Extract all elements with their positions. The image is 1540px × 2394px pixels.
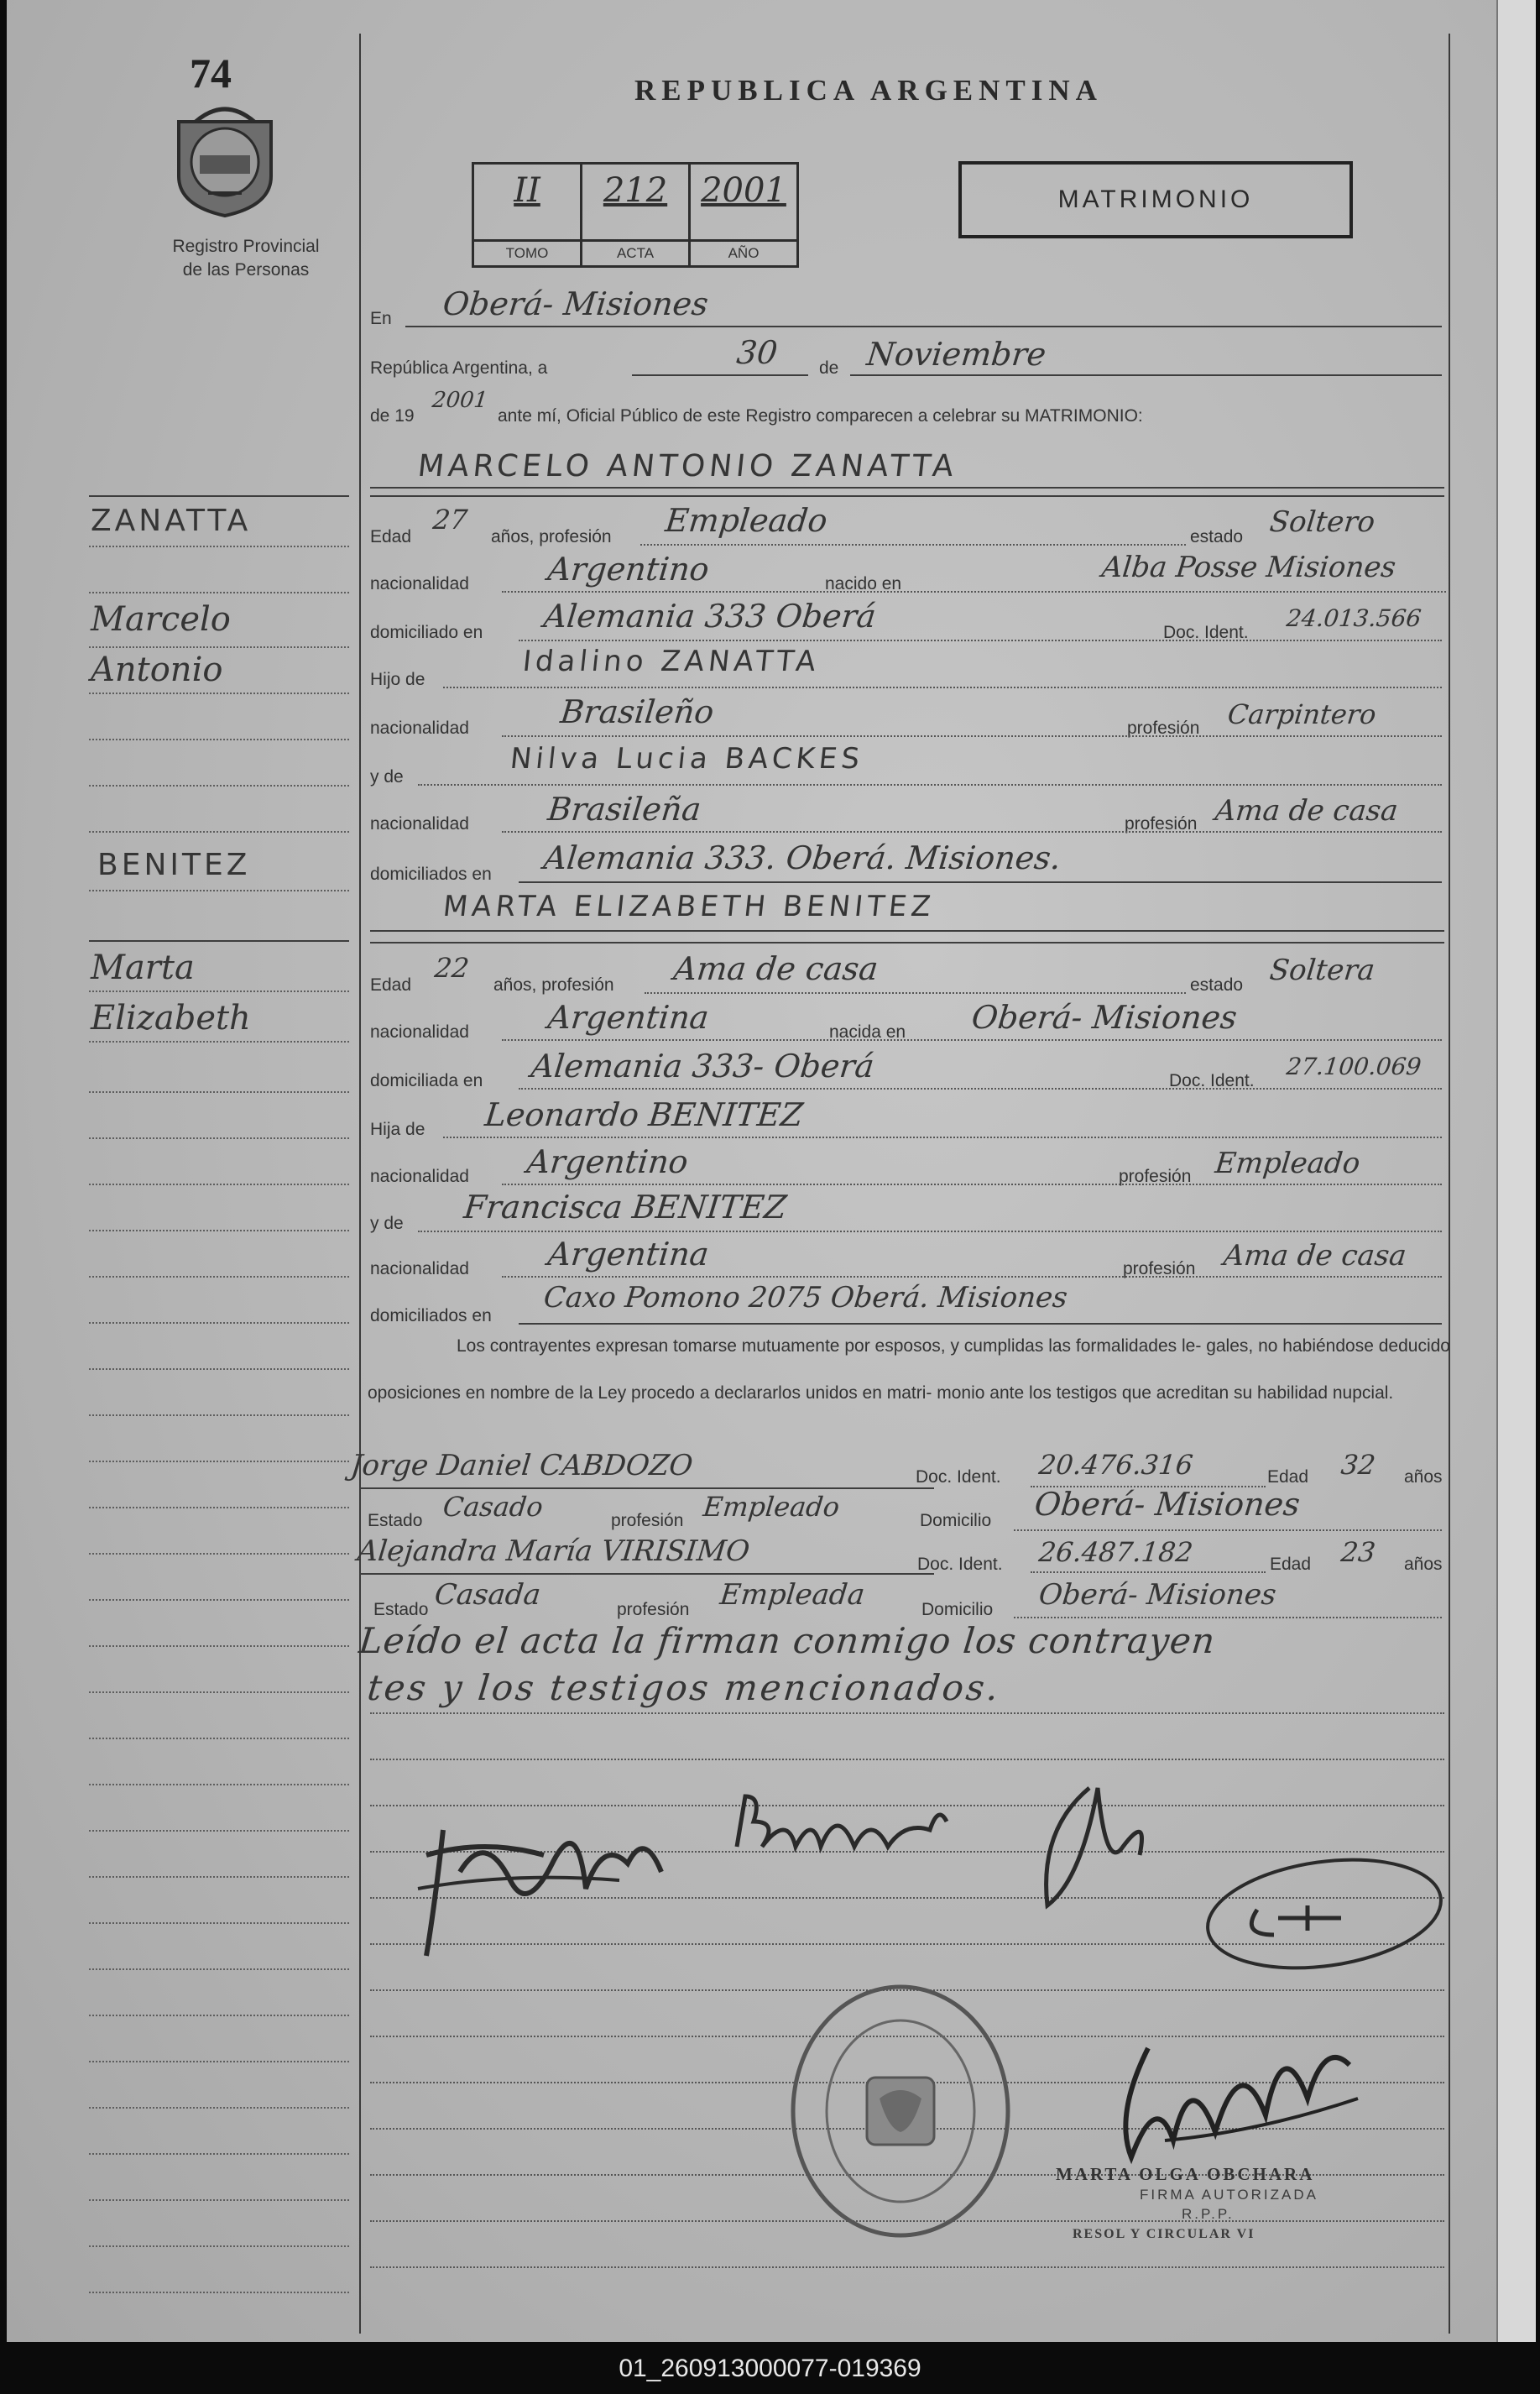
witness2-name: Alejandra María VIRISIMO <box>355 1534 752 1568</box>
rule <box>405 326 1442 327</box>
anio-cell <box>691 165 796 265</box>
margin-rule <box>89 2245 349 2247</box>
rule <box>359 1487 934 1489</box>
witness2-age: 23 <box>1339 1536 1377 1568</box>
label-bride-father-prof: profesión <box>1119 1167 1192 1186</box>
rule <box>1031 1571 1266 1573</box>
bride-age: 22 <box>433 952 471 984</box>
bride-full-name: MARTA ELIZABETH BENITEZ <box>441 890 937 923</box>
label-de: de <box>819 358 839 378</box>
rule <box>519 881 1442 883</box>
label-republica: República Argentina, a <box>370 358 548 378</box>
bride-mother-profession: Ama de casa <box>1221 1239 1408 1273</box>
margin-rule <box>89 1784 349 1785</box>
bride-father-profession: Empleado <box>1213 1147 1362 1180</box>
label-bride-doc: Doc. Ident. <box>1169 1071 1255 1090</box>
rule <box>519 1088 1442 1090</box>
groom-civil-status: Soltero <box>1267 505 1377 539</box>
place-value: Oberá- Misiones <box>441 285 711 322</box>
register-page <box>7 0 1532 2342</box>
margin-rule <box>89 739 349 740</box>
label-witness1-doc: Doc. Ident. <box>916 1467 1001 1487</box>
margin-rule <box>89 495 349 497</box>
page-edge <box>1496 0 1536 2342</box>
margin-groom-given-1: Marcelo <box>91 600 231 639</box>
declaration-line3: monio ante los testigos que acreditan su habilidad nupcial. <box>937 1383 1394 1403</box>
tomo-cell <box>474 165 582 265</box>
witness1-signature <box>1031 1763 1165 1922</box>
groom-signature <box>410 1780 678 1964</box>
margin-rule <box>89 785 349 787</box>
tomo-acta-anio-box <box>472 162 799 268</box>
rule <box>370 930 1444 932</box>
margin-groom-given-2: Antonio <box>91 651 223 689</box>
rule <box>370 1712 1444 1714</box>
rule <box>502 591 1446 593</box>
witness1-domicile: Oberá- Misiones <box>1032 1486 1302 1523</box>
margin-rule <box>89 1368 349 1370</box>
margin-bride-surname: BENITEZ <box>97 848 251 882</box>
witness1-name: Jorge Daniel CABDOZO <box>348 1449 695 1482</box>
rule <box>370 942 1444 943</box>
rule <box>640 544 1186 546</box>
ante-text: ante mí, Oficial Público de este Registro comparecen a celebrar su MATRIMONIO: <box>498 406 1143 426</box>
margin-rule <box>89 1184 349 1185</box>
declaration-line1: Los contrayentes expresan tomarse mutuamente por esposos, y cumplidas las formalidades le- <box>457 1336 1202 1356</box>
rule <box>502 1039 1442 1041</box>
label-bride-mother-nat: nacionalidad <box>370 1259 469 1278</box>
registry-name-line2: de las Personas <box>182 260 310 280</box>
label-groom-father-nat: nacionalidad <box>370 719 469 738</box>
bride-signature <box>728 1788 955 1863</box>
label-groom-nacionalidad: nacionalidad <box>370 574 469 593</box>
groom-doc-number: 24.013.566 <box>1285 604 1423 632</box>
groom-father-name: Idalino ZANATTA <box>520 645 822 678</box>
rule <box>1014 1529 1442 1531</box>
label-groom-estado: estado <box>1190 527 1244 546</box>
label-groom-hijo: Hijo de <box>370 670 425 689</box>
margin-rule <box>89 2061 349 2062</box>
margin-rule <box>89 831 349 833</box>
label-witness1-anos: años <box>1404 1467 1443 1487</box>
margin-divider <box>359 34 361 2334</box>
label-bride-edad: Edad <box>370 975 412 995</box>
official-signature <box>1098 2015 1366 2174</box>
margin-rule <box>89 1507 349 1508</box>
label-witness2-profesion: profesión <box>617 1600 690 1619</box>
label-groom-anos-profesion: años, profesión <box>491 527 612 546</box>
groom-father-nationality: Brasileño <box>558 693 716 730</box>
acta-label: ACTA <box>582 239 688 265</box>
groom-birthplace: Alba Posse Misiones <box>1099 551 1398 584</box>
groom-profession: Empleado <box>663 502 829 539</box>
label-groom-nacido: nacido en <box>825 574 902 593</box>
margin-rule <box>89 1645 349 1647</box>
rule <box>443 687 1442 688</box>
margin-rule <box>89 1414 349 1416</box>
label-bride-nacida: nacida en <box>829 1022 906 1042</box>
margin-rule <box>89 991 349 992</box>
margin-rule <box>89 1738 349 1739</box>
official-name: MARTA OLGA OBCHARA <box>1056 2164 1315 2184</box>
month-value: Noviembre <box>864 336 1048 373</box>
margin-bride-given-1: Marta <box>91 949 195 987</box>
rule <box>370 2266 1444 2268</box>
groom-full-name: MARCELO ANTONIO ZANATTA <box>415 449 959 484</box>
witness1-profession: Empleado <box>702 1491 842 1523</box>
scan-filename: 01_260913000077-019369 <box>619 2355 921 2382</box>
margin-rule <box>89 2292 349 2293</box>
label-groom-domicilio: domiciliado en <box>370 623 483 642</box>
margin-rule <box>89 1830 349 1832</box>
year-value: 2001 <box>431 388 489 413</box>
label-groom-father-prof: profesión <box>1127 719 1200 738</box>
tomo-value: II <box>514 171 540 210</box>
label-bride-yde: y de <box>370 1214 404 1233</box>
label-bride-hija: Hija de <box>370 1120 425 1139</box>
margin-rule <box>89 1091 349 1093</box>
label-witness1-profesion: profesión <box>611 1511 684 1530</box>
margin-rule <box>89 2199 349 2201</box>
margin-groom-surname: ZANATTA <box>91 504 252 538</box>
acta-cell <box>582 165 691 265</box>
registry-name <box>107 235 384 282</box>
label-witness2-doc: Doc. Ident. <box>917 1555 1003 1574</box>
rule <box>850 374 1442 376</box>
margin-rule <box>89 1137 349 1139</box>
witness2-profession: Empleada <box>718 1578 867 1612</box>
bride-birthplace: Oberá- Misiones <box>969 999 1240 1036</box>
margin-rule <box>89 1968 349 1970</box>
provincial-emblem-icon <box>170 97 279 218</box>
margin-rule <box>89 1276 349 1278</box>
margin-rule <box>89 693 349 694</box>
label-groom-parents-dom: domiciliados en <box>370 865 492 884</box>
rule <box>632 374 808 376</box>
margin-rule <box>89 1876 349 1878</box>
label-bride-parents-dom: domiciliados en <box>370 1306 492 1325</box>
anio-label: AÑO <box>691 239 796 265</box>
bride-parents-address: Caxo Pomono 2075 Oberá. Misiones <box>541 1281 1069 1315</box>
label-witness2-edad: Edad <box>1270 1555 1312 1574</box>
bride-doc-number: 27.100.069 <box>1285 1053 1423 1080</box>
rule <box>370 487 1444 489</box>
label-groom-doc: Doc. Ident. <box>1163 623 1249 642</box>
margin-rule <box>89 2015 349 2016</box>
witness1-doc-number: 20.476.316 <box>1037 1449 1195 1481</box>
label-witness1-edad: Edad <box>1267 1467 1309 1487</box>
label-en: En <box>370 309 392 328</box>
margin-rule <box>89 2107 349 2109</box>
margin-rule <box>89 1461 349 1462</box>
label-witness2-domicilio: Domicilio <box>921 1600 994 1619</box>
margin-rule <box>89 2153 349 2155</box>
rule <box>519 640 1442 641</box>
margin-rule <box>89 592 349 593</box>
label-witness2-anos: años <box>1404 1555 1443 1574</box>
label-bride-mother-prof: profesión <box>1123 1259 1196 1278</box>
registry-seal-stamp <box>787 1981 1014 2241</box>
groom-father-profession: Carpintero <box>1226 698 1378 730</box>
rule <box>1014 1617 1442 1618</box>
bride-father-name: Leonardo BENITEZ <box>483 1096 805 1133</box>
witness2-civil-status: Casada <box>432 1578 543 1612</box>
bride-profession: Ama de casa <box>671 950 880 987</box>
label-bride-anos-profesion: años, profesión <box>493 975 614 995</box>
margin-rule <box>89 940 349 942</box>
declaration-text <box>368 1323 1450 1417</box>
label-groom-mother-nat: nacionalidad <box>370 814 469 834</box>
acta-value: 212 <box>603 171 668 210</box>
groom-address: Alemania 333 Oberá <box>541 598 878 635</box>
groom-parents-address: Alemania 333. Oberá. Misiones. <box>541 839 1063 876</box>
rule <box>418 784 1442 786</box>
rule <box>502 735 1442 737</box>
bride-mother-name: Francisca BENITEZ <box>462 1189 789 1226</box>
bride-mother-nationality: Argentina <box>546 1236 711 1273</box>
country-heading: REPUBLICA ARGENTINA <box>634 74 1103 107</box>
label-witness1-domicilio: Domicilio <box>920 1511 992 1530</box>
margin-rule <box>89 1322 349 1324</box>
margin-rule <box>89 890 349 891</box>
label-groom-mother-prof: profesión <box>1125 814 1198 834</box>
rule <box>370 495 1444 497</box>
right-border <box>1449 34 1450 2334</box>
margin-rule <box>89 1691 349 1693</box>
label-bride-father-nat: nacionalidad <box>370 1167 469 1186</box>
bride-address: Alemania 333- Oberá <box>529 1048 876 1085</box>
groom-mother-name: Nilva Lucia BACKES <box>508 742 865 776</box>
label-witness1-estado: Estado <box>368 1511 423 1530</box>
margin-rule <box>89 1041 349 1043</box>
official-role: FIRMA AUTORIZADA <box>1140 2187 1318 2203</box>
label-groom-edad: Edad <box>370 527 412 546</box>
label-year-prefix: de 19 <box>370 406 415 426</box>
registry-name-line1: Registro Provincial <box>172 237 320 256</box>
witness2-signature <box>1198 1851 1450 1977</box>
rule <box>502 831 1442 833</box>
rule <box>418 1231 1442 1232</box>
margin-rule <box>89 1230 349 1231</box>
page-number: 74 <box>190 50 232 97</box>
document-type-box: MATRIMONIO <box>958 161 1353 238</box>
rule <box>502 1184 1442 1185</box>
margin-rule <box>89 1599 349 1601</box>
groom-mother-nationality: Brasileña <box>546 791 703 828</box>
day-value: 30 <box>734 334 780 371</box>
margin-rule <box>89 546 349 547</box>
official-registry: R.P.P. <box>1182 2206 1235 2222</box>
official-resolution: RESOL Y CIRCULAR VI <box>1073 2227 1255 2241</box>
label-bride-domicilio: domiciliada en <box>370 1071 483 1090</box>
closing-line1: Leído el acta la firman conmigo los contrayen <box>357 1620 1218 1661</box>
rule <box>370 1759 1444 1760</box>
label-witness2-estado: Estado <box>373 1600 429 1619</box>
witness1-age: 32 <box>1339 1449 1377 1481</box>
rule <box>443 1137 1442 1138</box>
label-bride-nacionalidad: nacionalidad <box>370 1022 469 1042</box>
witness2-doc-number: 26.487.182 <box>1037 1536 1195 1568</box>
margin-rule <box>89 1553 349 1555</box>
label-groom-yde: y de <box>370 767 404 787</box>
label-bride-estado: estado <box>1190 975 1244 995</box>
margin-rule <box>89 646 349 648</box>
anio-value: 2001 <box>701 171 786 210</box>
rule <box>502 1276 1442 1278</box>
bride-nationality: Argentina <box>546 999 711 1036</box>
margin-bride-given-2: Elizabeth <box>91 999 251 1038</box>
groom-age: 27 <box>431 504 469 536</box>
bride-civil-status: Soltera <box>1267 954 1377 987</box>
rule <box>359 1573 934 1575</box>
tomo-label: TOMO <box>474 239 580 265</box>
groom-mother-profession: Ama de casa <box>1213 794 1400 828</box>
closing-line2: tes y los testigos mencionados. <box>365 1667 1003 1708</box>
groom-nationality: Argentino <box>546 551 711 588</box>
witness1-civil-status: Casado <box>441 1491 545 1523</box>
bride-father-nationality: Argentino <box>525 1143 690 1180</box>
witness2-domicile: Oberá- Misiones <box>1036 1578 1278 1612</box>
margin-rule <box>89 1922 349 1924</box>
rule <box>645 992 1186 994</box>
declaration-line2: gales, no habiéndose deducido oposiciones en nombre de la Ley procedo a declararlos unidos en matri- <box>368 1336 1450 1403</box>
